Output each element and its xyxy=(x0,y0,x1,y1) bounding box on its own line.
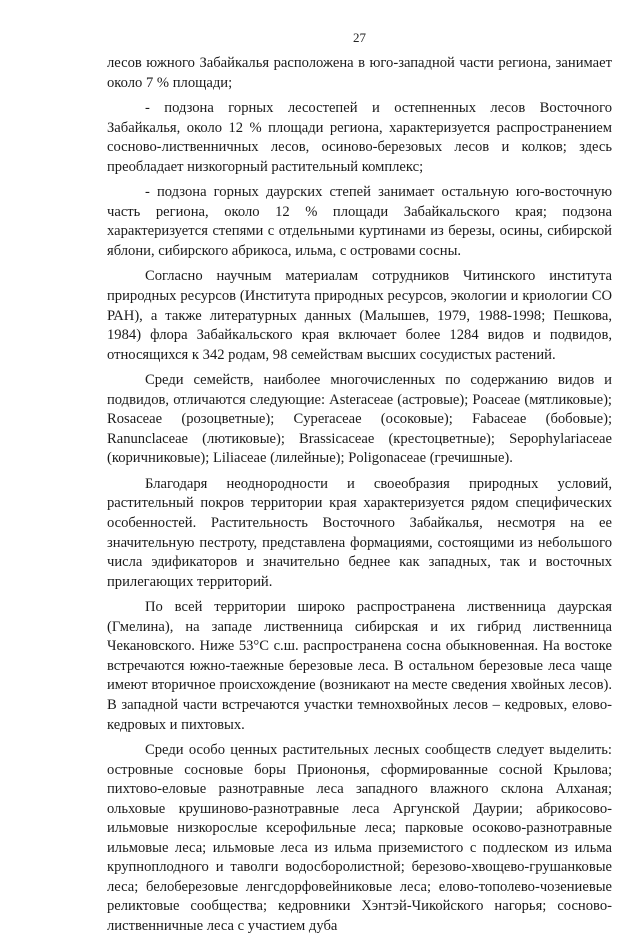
paragraph-5: Среди семейств, наиболее многочисленных по содержанию видов и подвидов, отличаются следующие: Asteraceae (астровые); Poaceae (мятликовые); Rosaceae (розоцветные); Cyperaceae (осоковые); Fabaceae (бобовые); Ranunclaceae (лютиковые); Brassicaceae (крестоцветные); Sepophylariaceae (коричниковые); Liliaceae (лилейные); Poligonaceae (гречишные). xyxy=(107,372,612,467)
paragraph-3: - подзона горных даурских степей занимает остальную юго-восточную часть региона, около 12 % площади Забайкальского края; подзона характеризуется степями с отдельными куртинами из березы, осины, сибирской яблони, сибирского абрикоса, ильма, с островами сосны. xyxy=(107,184,612,259)
document-page xyxy=(107,30,612,943)
paragraph-6: Благодаря неоднородности и своеобразия природных условий, растительный покров территории края характеризуется рядом специфических особенностей. Растительность Восточного Забайкалья, несмотря на ее значительную пестроту, представлена формациями, состоящими из небольшого числа эдификаторов и значительно беднее как западных, так и восточных прилегающих территорий. xyxy=(107,475,612,590)
paragraph-4: Согласно научным материалам сотрудников Читинского института природных ресурсов (Института природных ресурсов, экологии и криологии СО РАН), а также литературных данных (Малышев, 1979, 1988-1998; Пешкова, 1984) флора Забайкальского края включает более 1284 видов и подвидов, относящихся к 342 родам, 98 семействам высших сосудистых растений. xyxy=(107,268,612,363)
page-number: 27 xyxy=(353,30,366,45)
paragraph-2: - подзона горных лесостепей и остепненных лесов Восточного Забайкалья, около 12 % площади региона, характеризуется распространением сосново-лиственничных лесов, осиново-березовых лесов и колков; здесь преобладает низкогорный растительный комплекс; xyxy=(107,100,612,175)
paragraph-8: Среди особо ценных растительных лесных сообществ следует выделить: островные сосновые боры Приононья, сформированные сосной Крылова; пихтово-еловые разнотравные леса западного влажного склона Алханая; ольховые крушиново-разнотравные леса Аргунской Даурии; абрикосово-ильмовые низкорослые ксерофильные леса; парковые осоково-разнотравные ильмовые леса; ильмовые леса из ильма приземистого с подлеском из ильма крупноплодного и таволги водосборолистной; березово-хвощево-грушанковые леса; белоберезовые ленгсдорфовейниковые леса; елово-тополево-чозениевые реликтовые сообщества; кедровники Хэнтэй-Чикойского нагорья; сосново-лиственничные леса с участием дуба xyxy=(107,742,612,934)
paragraph-7: По всей территории широко распространена лиственница даурская (Гмелина), на западе лиственница сибирская и их гибрид лиственница Чекановского. Ниже 53°С с.ш. распространена сосна обыкновенная. На востоке встречаются южно-таежные березовые леса. В остальном березовые леса чаще имеют вторичное происхождение (возникают на месте сведения хвойных лесов). В западной части встречаются участки темнохвойных лесов – кедровых, елово-кедровых и пихтовых. xyxy=(107,599,612,733)
paragraph-1: лесов южного Забайкалья расположена в юго-западной части региона, занимает около 7 % площади; xyxy=(107,55,612,91)
